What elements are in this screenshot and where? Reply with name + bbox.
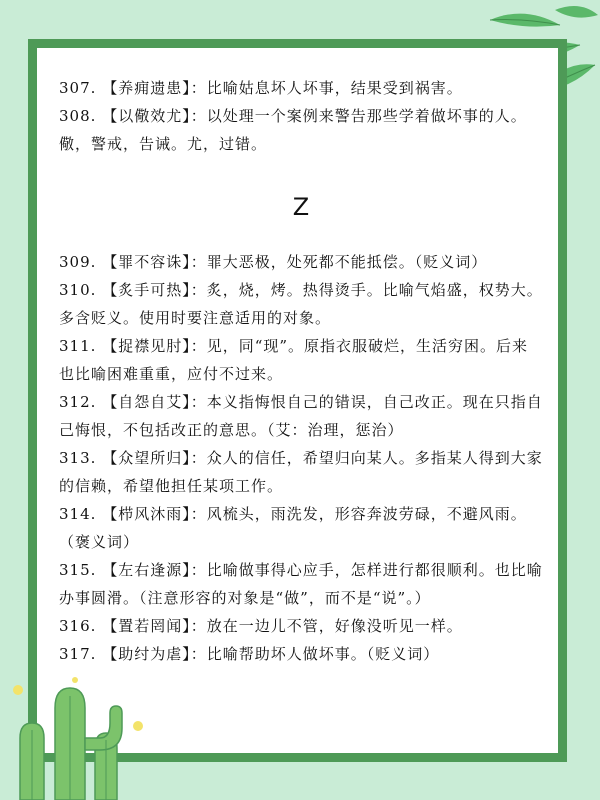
idiom-term: 【助纣为虐】 [102, 645, 191, 663]
idiom-entry [59, 102, 544, 158]
idiom-entry [59, 74, 544, 102]
idiom-definition: ：比喻做事得心应手，怎样进行都很顺利。也比喻办事圆滑。（注意形容的对象是“做”，而不是“说”。） [59, 561, 543, 607]
idiom-definition: ：比喻姑息坏人坏事，结果受到祸害。 [190, 79, 463, 97]
idiom-term: 【以儆效尤】 [102, 107, 191, 125]
idiom-term: 【众望所归】 [102, 449, 191, 467]
idiom-entry [59, 500, 544, 556]
idiom-term: 【捉襟见肘】 [102, 337, 191, 355]
idiom-entry [59, 276, 544, 332]
idiom-entry [59, 332, 544, 388]
idiom-definition: ：比喻帮助坏人做坏事。（贬义词） [190, 645, 440, 663]
idiom-entry [59, 248, 544, 276]
idiom-number: 307. [59, 79, 97, 97]
idiom-number: 311. [59, 337, 97, 355]
idiom-term: 【栉风沐雨】 [102, 505, 191, 523]
idiom-number: 310. [59, 281, 97, 299]
idiom-term: 【养痈遗患】 [102, 79, 191, 97]
idiom-entry [59, 444, 544, 500]
section-letter: Z [292, 193, 311, 221]
idiom-number: 316. [59, 617, 97, 635]
idiom-number: 308. [59, 107, 97, 125]
idiom-definition: ：以处理一个案例来警告那些学着做坏事的人。儆，警戒，告诫。尤，过错。 [59, 107, 527, 153]
idiom-entry [59, 556, 544, 612]
idiom-entry [59, 388, 544, 444]
idiom-number: 312. [59, 393, 97, 411]
idiom-number: 309. [59, 253, 97, 271]
idiom-number: 315. [59, 561, 97, 579]
idiom-number: 313. [59, 449, 97, 467]
idiom-term: 【自怨自艾】 [102, 393, 191, 411]
idiom-term: 【炙手可热】 [102, 281, 191, 299]
content-page [37, 48, 558, 753]
idiom-term: 【罪不容诛】 [102, 253, 191, 271]
idiom-definition: ：本义指悔恨自己的错误，自己改正。现在只指自己悔恨，不包括改正的意思。（艾：治理，惩治） [59, 393, 543, 439]
idiom-definition: ：众人的信任，希望归向某人。多指某人得到大家的信赖，希望他担任某项工作。 [59, 449, 543, 495]
idiom-definition: ：罪大恶极，处死都不能抵偿。（贬义词） [190, 253, 488, 271]
idiom-term: 【左右逢源】 [102, 561, 191, 579]
idiom-number: 314. [59, 505, 97, 523]
idiom-list [59, 74, 544, 668]
idiom-term: 【置若罔闻】 [102, 617, 191, 635]
cactus-decoration-icon [0, 668, 150, 800]
idiom-definition: ：炙，烧，烤。热得烫手。比喻气焰盛，权势大。多含贬义。使用时要注意适用的对象。 [59, 281, 543, 327]
idiom-definition: ：风梳头，雨洗发，形容奔波劳碌，不避风雨。（褒义词） [59, 505, 527, 551]
idiom-definition: ：见，同“现”。原指衣服破烂，生活穷困。后来也比喻困难重重，应付不过来。 [59, 337, 529, 383]
idiom-definition: ：放在一边儿不管，好像没听见一样。 [190, 617, 463, 635]
idiom-entry [59, 612, 544, 640]
idiom-entry [59, 640, 544, 668]
idiom-number: 317. [59, 645, 97, 663]
